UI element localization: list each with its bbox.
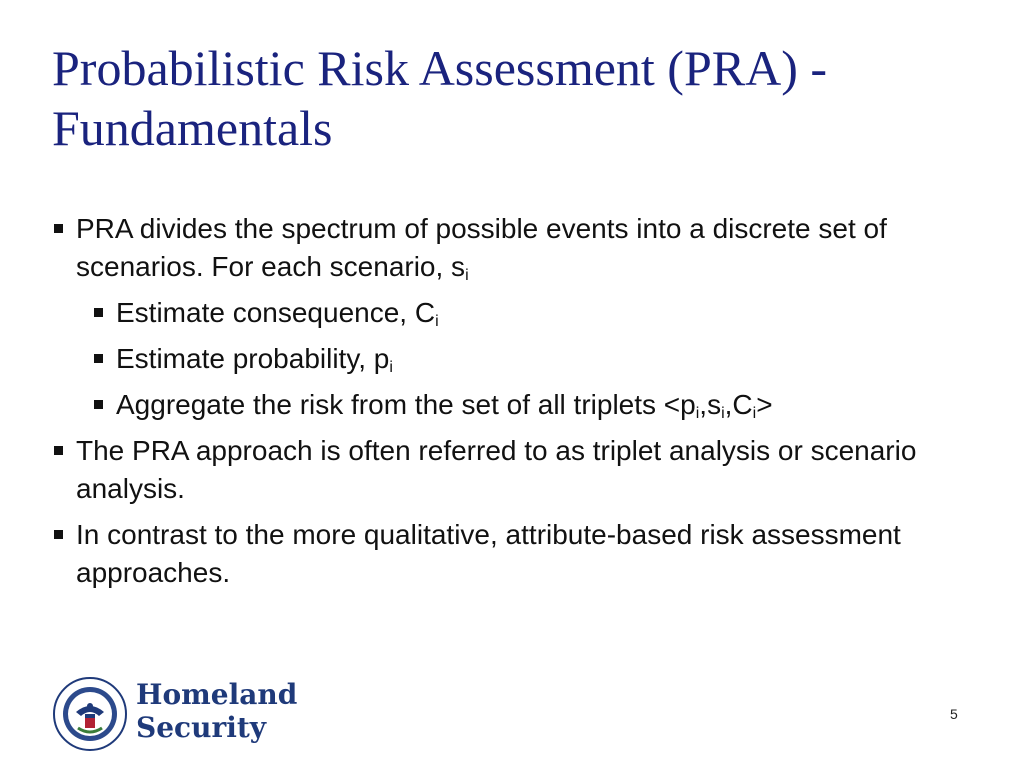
dhs-wordmark: Homeland Security bbox=[136, 678, 298, 744]
bullet-aggregate-risk: Aggregate the risk from the set of all triplets $<p_i,s_i,C_i>$ bbox=[52, 386, 982, 424]
square-bullet-icon bbox=[94, 354, 103, 363]
bullet-in-contrast: In contrast to the more qualitative, attribute-based risk assessment approaches. bbox=[52, 516, 982, 592]
square-bullet-icon bbox=[94, 400, 103, 409]
square-bullet-icon bbox=[54, 530, 63, 539]
square-bullet-icon bbox=[94, 308, 103, 317]
slide-title: Probabilistic Risk Assessment (PRA) - Fundamentals bbox=[52, 40, 828, 156]
bullet-triplet-analysis: The PRA approach is often referred to as triplet analysis or scenario analysis. bbox=[52, 432, 982, 508]
bullet-pra-divides: PRA divides the spectrum of possible events into a discrete set of scenarios. For each scenario, $s_i$ bbox=[52, 210, 982, 286]
page-number: 5 bbox=[950, 706, 958, 722]
square-bullet-icon bbox=[54, 224, 63, 233]
slide-body bbox=[52, 210, 982, 600]
dhs-seal-icon bbox=[52, 676, 128, 752]
bullet-estimate-consequence: Estimate consequence, $C_i$ bbox=[52, 294, 982, 332]
dhs-logo bbox=[52, 676, 312, 756]
bullet-estimate-probability: Estimate probability, $p_i$ bbox=[52, 340, 982, 378]
square-bullet-icon bbox=[54, 446, 63, 455]
